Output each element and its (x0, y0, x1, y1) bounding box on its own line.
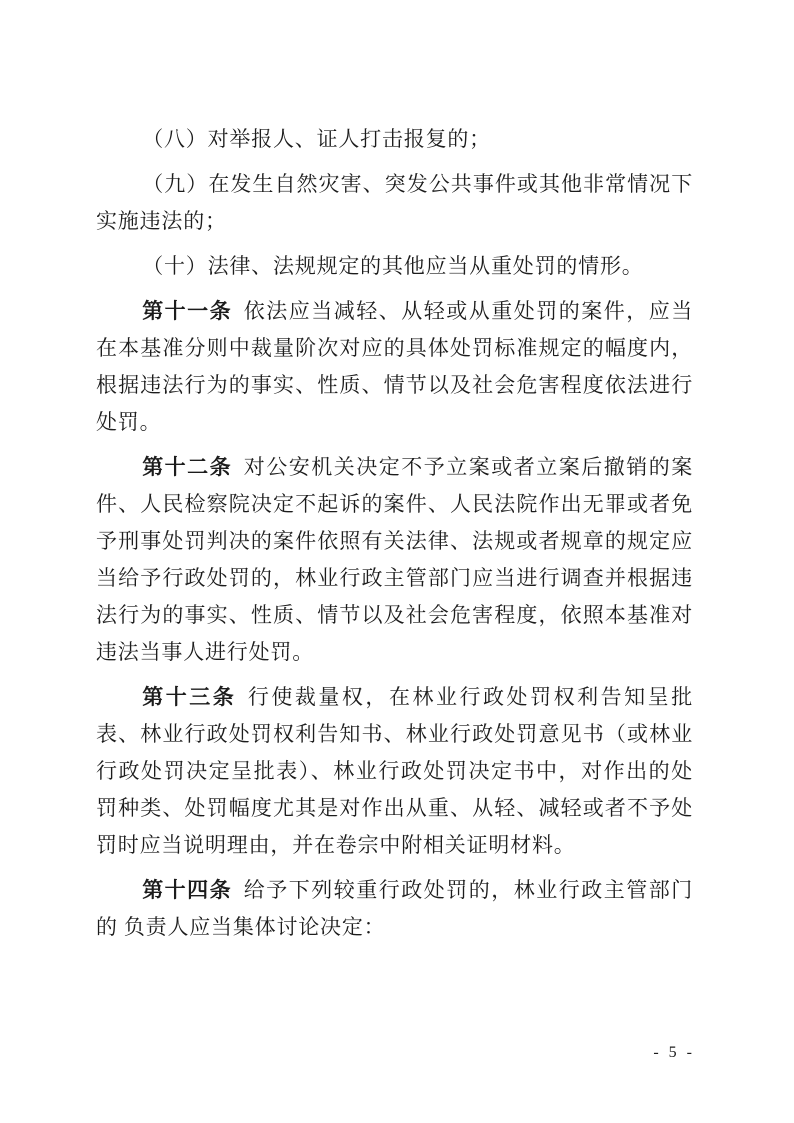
article-number: 第十二条 (142, 455, 233, 479)
paragraph (96, 248, 693, 285)
paragraph (96, 679, 693, 864)
article-number: 第十一条 (142, 299, 233, 323)
paragraph (96, 449, 693, 671)
paragraph-text: 给予下列较重行政处罚的，林业行政主管部门的 负责人应当集体讨论决定： (96, 878, 694, 939)
document-body (96, 121, 693, 954)
paragraph-text: （九）在发生自然灾害、突发公共事件或其他非常情况下实施违法的； (96, 172, 693, 233)
article-number: 第十四条 (142, 878, 233, 902)
paragraph (96, 121, 693, 158)
paragraph (96, 293, 693, 441)
paragraph-text: （八）对举报人、证人打击报复的； (142, 127, 491, 151)
paragraph (96, 872, 693, 946)
paragraph-text: 行使裁量权，在林业行政处罚权利告知呈批表、林业行政处罚权利告知书、林业行政处罚意见书（或林业行政处罚决定呈批表）、林业行政处罚决定书中，对作出的处罚种类、处罚幅度尤其是对作出从重、从轻、减轻或者不予处罚时应当说明理由，并在卷宗中附相关证明材料。 (96, 685, 694, 857)
article-number: 第十三条 (142, 685, 237, 709)
paragraph-text: 依法应当减轻、从轻或从重处罚的案件，应当在本基准分则中裁量阶次对应的具体处罚标准规定的幅度内，根据违法行为的事实、性质、情节以及社会危害程度依法进行处罚。 (96, 299, 694, 434)
paragraph-text: 对公安机关决定不予立案或者立案后撤销的案件、人民检察院决定不起诉的案件、人民法院作出无罪或者免予刑事处罚判决的案件依照有关法律、法规或者规章的规定应当给予行政处罚的，林业行政主管部门应当进行调查并根据违法行为的事实、性质、情节以及社会危害程度，依照本基准对违法当事人进行处罚。 (96, 455, 694, 664)
page-number: - 5 - (653, 1044, 695, 1061)
paragraph-text: （十）法律、法规规定的其他应当从重处罚的情形。 (142, 254, 644, 278)
paragraph (96, 166, 693, 240)
